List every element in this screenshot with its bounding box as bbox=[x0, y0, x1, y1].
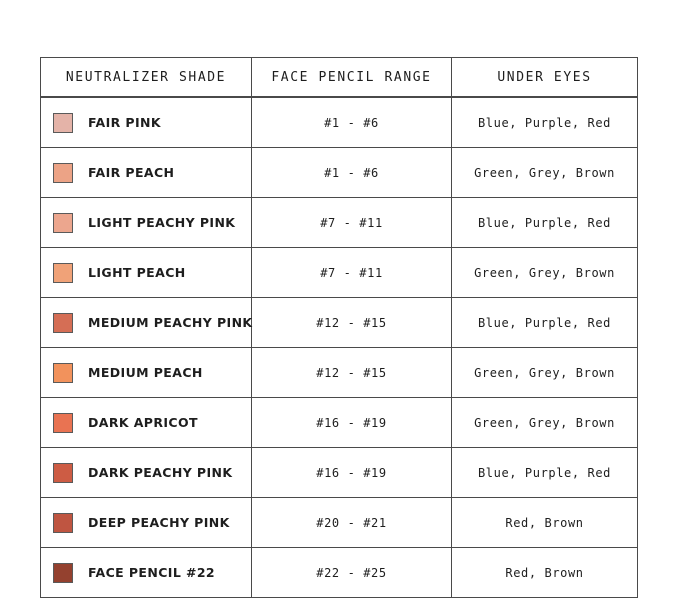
under-eyes: Red, Brown bbox=[452, 548, 638, 598]
under-eyes: Green, Grey, Brown bbox=[452, 348, 638, 398]
shade-wrap bbox=[41, 113, 251, 133]
shade-wrap bbox=[41, 213, 251, 233]
shade-wrap bbox=[41, 263, 251, 283]
under-eyes: Green, Grey, Brown bbox=[452, 248, 638, 298]
shade-name: LIGHT PEACHY PINK bbox=[88, 215, 236, 230]
color-swatch bbox=[53, 513, 73, 533]
face-pencil-range: #16 - #19 bbox=[252, 398, 452, 448]
table-row bbox=[41, 548, 638, 598]
face-pencil-range: #20 - #21 bbox=[252, 498, 452, 548]
table-row bbox=[41, 97, 638, 148]
shade-cell bbox=[41, 398, 252, 448]
table-row bbox=[41, 148, 638, 198]
color-swatch bbox=[53, 163, 73, 183]
under-eyes: Green, Grey, Brown bbox=[452, 398, 638, 448]
table-row bbox=[41, 248, 638, 298]
under-eyes: Red, Brown bbox=[452, 498, 638, 548]
table-row bbox=[41, 448, 638, 498]
shade-cell bbox=[41, 348, 252, 398]
shade-name: LIGHT PEACH bbox=[88, 265, 186, 280]
shade-wrap bbox=[41, 363, 251, 383]
shade-wrap bbox=[41, 563, 251, 583]
under-eyes: Blue, Purple, Red bbox=[452, 298, 638, 348]
shade-wrap bbox=[41, 313, 251, 333]
shade-name: FAIR PEACH bbox=[88, 165, 175, 180]
face-pencil-range: #7 - #11 bbox=[252, 198, 452, 248]
color-swatch bbox=[53, 113, 73, 133]
shade-cell bbox=[41, 298, 252, 348]
under-eyes: Blue, Purple, Red bbox=[452, 97, 638, 148]
color-swatch bbox=[53, 413, 73, 433]
face-pencil-range: #12 - #15 bbox=[252, 348, 452, 398]
table-row bbox=[41, 398, 638, 448]
face-pencil-range: #1 - #6 bbox=[252, 97, 452, 148]
shade-cell bbox=[41, 498, 252, 548]
table-row bbox=[41, 348, 638, 398]
face-pencil-range: #7 - #11 bbox=[252, 248, 452, 298]
table-row bbox=[41, 198, 638, 248]
shade-wrap bbox=[41, 463, 251, 483]
shade-wrap bbox=[41, 413, 251, 433]
color-swatch bbox=[53, 263, 73, 283]
face-pencil-range: #16 - #19 bbox=[252, 448, 452, 498]
under-eyes: Blue, Purple, Red bbox=[452, 198, 638, 248]
table-row bbox=[41, 298, 638, 348]
under-eyes: Blue, Purple, Red bbox=[452, 448, 638, 498]
shade-wrap bbox=[41, 163, 251, 183]
shade-name: MEDIUM PEACH bbox=[88, 365, 203, 380]
color-swatch bbox=[53, 213, 73, 233]
under-eyes: Green, Grey, Brown bbox=[452, 148, 638, 198]
header-face-pencil-range: FACE PENCIL RANGE bbox=[252, 58, 452, 98]
shade-cell bbox=[41, 448, 252, 498]
face-pencil-range: #22 - #25 bbox=[252, 548, 452, 598]
shade-chart bbox=[40, 57, 638, 598]
neutralizer-table bbox=[40, 57, 638, 598]
color-swatch bbox=[53, 463, 73, 483]
header-under-eyes: UNDER EYES bbox=[452, 58, 638, 98]
face-pencil-range: #12 - #15 bbox=[252, 298, 452, 348]
shade-cell bbox=[41, 148, 252, 198]
shade-name: MEDIUM PEACHY PINK bbox=[88, 315, 253, 330]
shade-cell bbox=[41, 548, 252, 598]
color-swatch bbox=[53, 563, 73, 583]
shade-name: DEEP PEACHY PINK bbox=[88, 515, 230, 530]
shade-name: FAIR PINK bbox=[88, 115, 161, 130]
color-swatch bbox=[53, 313, 73, 333]
table-row bbox=[41, 498, 638, 548]
shade-cell bbox=[41, 248, 252, 298]
shade-name: DARK APRICOT bbox=[88, 415, 198, 430]
shade-wrap bbox=[41, 513, 251, 533]
header-row bbox=[41, 58, 638, 98]
shade-cell bbox=[41, 97, 252, 148]
table-body bbox=[41, 97, 638, 598]
color-swatch bbox=[53, 363, 73, 383]
shade-cell bbox=[41, 198, 252, 248]
shade-name: FACE PENCIL #22 bbox=[88, 565, 216, 580]
header-neutralizer-shade: NEUTRALIZER SHADE bbox=[41, 58, 252, 98]
shade-name: DARK PEACHY PINK bbox=[88, 465, 233, 480]
face-pencil-range: #1 - #6 bbox=[252, 148, 452, 198]
